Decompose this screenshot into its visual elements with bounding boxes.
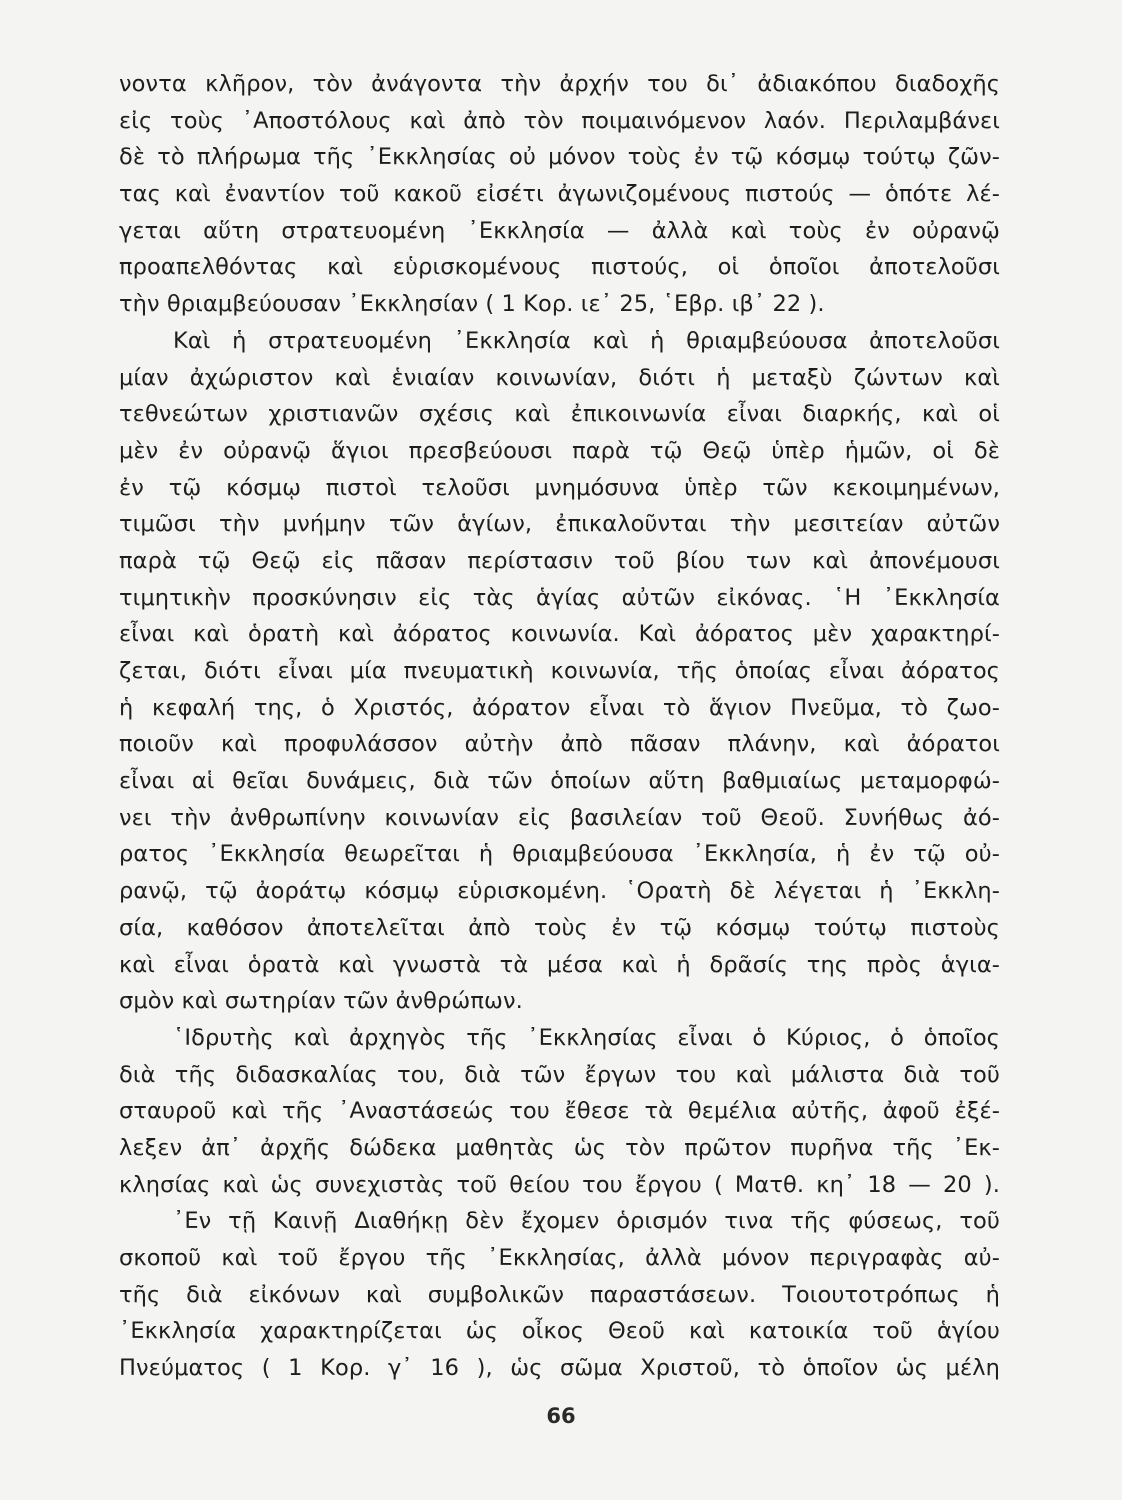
text-line: ῾Ιδρυτὴς καὶ ἀρχηγὸς τῆς ᾽Εκκλησίας εἶναι ὁ Κύριος, ὁ ὁποῖος: [173, 1024, 1000, 1051]
text-line: δὲ τὸ πλήρωμα τῆς ᾽Εκκλησίας οὐ μόνον τοὺς ἐν τῷ κόσμῳ τούτῳ ζῶν-: [119, 144, 1000, 171]
text-line: μίαν ἀχώριστον καὶ ἑνιαίαν κοινωνίαν, διότι ἡ μεταξὺ ζώντων καὶ: [119, 364, 1000, 391]
text-line: λεξεν ἀπ᾽ ἀρχῆς δώδεκα μαθητὰς ὡς τὸν πρῶτον πυρῆνα τῆς ᾽Εκ-: [119, 1134, 1000, 1161]
text-line: σκοποῦ καὶ τοῦ ἔργου τῆς ᾽Εκκλησίας, ἀλλὰ μόνον περιγραφὰς αὐ-: [119, 1245, 1000, 1271]
page-number: 66: [546, 1404, 576, 1428]
text-line: ρανῷ, τῷ ἀοράτῳ κόσμῳ εὑρισκομένη. ῾Ορατὴ δὲ λέγεται ἡ ᾽Εκκλη-: [119, 878, 1000, 905]
text-line: ἡ κεφαλή της, ὁ Χριστός, ἀόρατον εἶναι τὸ ἅγιον Πνεῦμα, τὸ ζωο-: [119, 694, 1000, 721]
text-line: τιμῶσι τὴν μνήμην τῶν ἁγίων, ἐπικαλοῦνται τὴν μεσιτείαν αὐτῶν: [119, 511, 1000, 538]
text-line: εἶναι καὶ ὁρατὴ καὶ ἀόρατος κοινωνία. Καὶ ἀόρατος μὲν χαρακτηρί-: [119, 621, 1000, 648]
text-line: ᾽Εν τῇ Καινῇ Διαθήκῃ δὲν ἔχομεν ὁρισμόν τινα τῆς φύσεως, τοῦ: [173, 1208, 1000, 1235]
text-line: κλησίας καὶ ὡς συνεχιστὰς τοῦ θείου του ἔργου ( Ματθ. κη᾽ 18 — 20 ).: [119, 1171, 1000, 1198]
text-line: καὶ εἶναι ὁρατὰ καὶ γνωστὰ τὰ μέσα καὶ ἡ δρᾶσίς της πρὸς ἁγια-: [119, 951, 1000, 978]
text-line: τας καὶ ἐναντίον τοῦ κακοῦ εἰσέτι ἀγωνιζομένους πιστούς — ὁπότε λέ-: [119, 181, 1000, 208]
text-line: εἰς τοὺς ᾽Αποστόλους καὶ ἀπὸ τὸν ποιμαινόμενον λαόν. Περιλαμβάνει: [119, 107, 1000, 134]
text-line: εἶναι αἱ θεῖαι δυνάμεις, διὰ τῶν ὁποίων αὕτη βαθμιαίως μεταμορφώ-: [119, 768, 1000, 795]
text-line: Καὶ ἡ στρατευομένη ᾽Εκκλησία καὶ ἡ θριαμβεύουσα ἀποτελοῦσι: [173, 327, 1000, 354]
text-line: μὲν ἐν οὐρανῷ ἅγιοι πρεσβεύουσι παρὰ τῷ Θεῷ ὑπὲρ ἡμῶν, οἱ δὲ: [119, 437, 1000, 464]
text-line: ζεται, διότι εἶναι μία πνευματικὴ κοινωνία, τῆς ὁποίας εἶναι ἀόρατος: [119, 658, 1000, 684]
text-line: ρατος ᾽Εκκλησία θεωρεῖται ἡ θριαμβεύουσα ᾽Εκκλησία, ἡ ἐν τῷ οὐ-: [119, 841, 1000, 868]
text-line: διὰ τῆς διδασκαλίας του, διὰ τῶν ἔργων του καὶ μάλιστα διὰ τοῦ: [119, 1061, 1000, 1088]
text-line: παρὰ τῷ Θεῷ εἰς πᾶσαν περίστασιν τοῦ βίου των καὶ ἀπονέμουσι: [119, 547, 1000, 574]
text-line: ποιοῦν καὶ προφυλάσσον αὐτὴν ἀπὸ πᾶσαν πλάνην, καὶ ἀόρατοι: [119, 731, 1000, 758]
text-line: ἐν τῷ κόσμῳ πιστοὶ τελοῦσι μνημόσυνα ὑπὲρ τῶν κεκοιμημένων,: [119, 474, 1000, 501]
text-line: ᾽Εκκλησία χαρακτηρίζεται ὡς οἶκος Θεοῦ καὶ κατοικία τοῦ ἁγίου: [119, 1318, 1000, 1345]
text-line: γεται αὕτη στρατευομένη ᾽Εκκλησία — ἀλλὰ καὶ τοὺς ἐν οὐρανῷ: [119, 217, 1000, 244]
text-line: προαπελθόντας καὶ εὑρισκομένους πιστούς, οἱ ὁποῖοι ἀποτελοῦσι: [119, 254, 1000, 281]
text-line: τὴν θριαμβεύουσαν ᾽Εκκλησίαν ( 1 Κορ. ιε᾽ 25, ῾Εβρ. ιβ᾽ 22 ).: [119, 291, 825, 318]
text-line: σταυροῦ καὶ τῆς ᾽Αναστάσεώς του ἔθεσε τὰ θεμέλια αὐτῆς, ἀφοῦ ἐξέ-: [119, 1098, 1000, 1125]
text-line: σμὸν καὶ σωτηρίαν τῶν ἀνθρώπων.: [119, 988, 523, 1015]
text-line: τῆς διὰ εἰκόνων καὶ συμβολικῶν παραστάσεων. Τοιουτοτρόπως ἡ: [119, 1281, 1000, 1308]
text-line: τεθνεώτων χριστιανῶν σχέσις καὶ ἐπικοινωνία εἶναι διαρκής, καὶ οἱ: [119, 401, 1000, 428]
text-line: Πνεύματος ( 1 Κορ. γ᾽ 16 ), ὡς σῶμα Χριστοῦ, τὸ ὁποῖον ὡς μέλη: [119, 1355, 1000, 1382]
text-line: νοντα κλῆρον, τὸν ἀνάγοντα τὴν ἀρχήν του δι᾽ ἀδιακόπου διαδοχῆς: [119, 71, 1000, 97]
text-line: νει τὴν ἀνθρωπίνην κοινωνίαν εἰς βασιλείαν τοῦ Θεοῦ. Συνήθως ἀό-: [119, 804, 1000, 831]
body-text: [119, 66, 1000, 1387]
text-line: σία, καθόσον ἀποτελεῖται ἀπὸ τοὺς ἐν τῷ κόσμῳ τούτῳ πιστοὺς: [119, 914, 1000, 941]
text-line: τιμητικὴν προσκύνησιν εἰς τὰς ἁγίας αὐτῶν εἰκόνας. ῾Η ᾽Εκκλησία: [119, 584, 1000, 611]
